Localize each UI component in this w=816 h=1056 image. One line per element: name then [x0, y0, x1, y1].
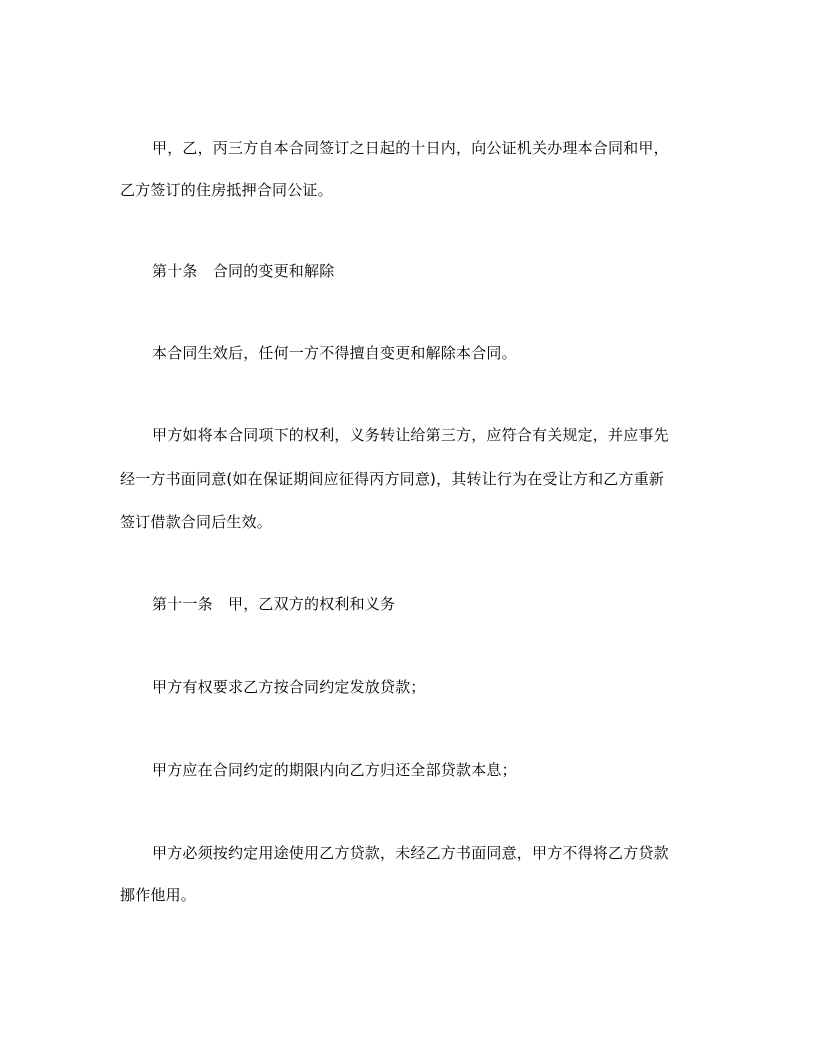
paragraph-4-line-2: 经一方书面同意(如在保证期间应征得丙方同意)，其转让行为在受让方和乙方重新: [120, 470, 665, 488]
paragraph-1-line-1: 甲，乙，丙三方自本合同签订之日起的十日内，向公证机关办理本合同和甲，: [152, 139, 669, 157]
paragraph-3-line-1: 本合同生效后，任何一方不得擅自变更和解除本合同。: [152, 344, 517, 362]
article-10-heading: 第十条 合同的变更和解除: [152, 262, 335, 280]
paragraph-8-line-2: 挪作他用。: [120, 886, 197, 904]
article-11-heading: 第十一条 甲，乙双方的权利和义务: [152, 595, 396, 613]
paragraph-4-line-3: 签订借款合同后生效。: [120, 513, 273, 531]
paragraph-7-line-1: 甲方应在合同约定的期限内向乙方归还全部贷款本息；: [152, 761, 517, 779]
paragraph-1-line-2: 乙方签订的住房抵押合同公证。: [120, 181, 333, 199]
paragraph-6-line-1: 甲方有权要求乙方按合同约定发放贷款；: [152, 678, 426, 696]
paragraph-8-line-1: 甲方必须按约定用途使用乙方贷款，未经乙方书面同意，甲方不得将乙方贷款: [152, 844, 669, 862]
paragraph-4-line-1: 甲方如将本合同项下的权利，义务转让给第三方，应符合有关规定，并应事先: [152, 426, 669, 444]
